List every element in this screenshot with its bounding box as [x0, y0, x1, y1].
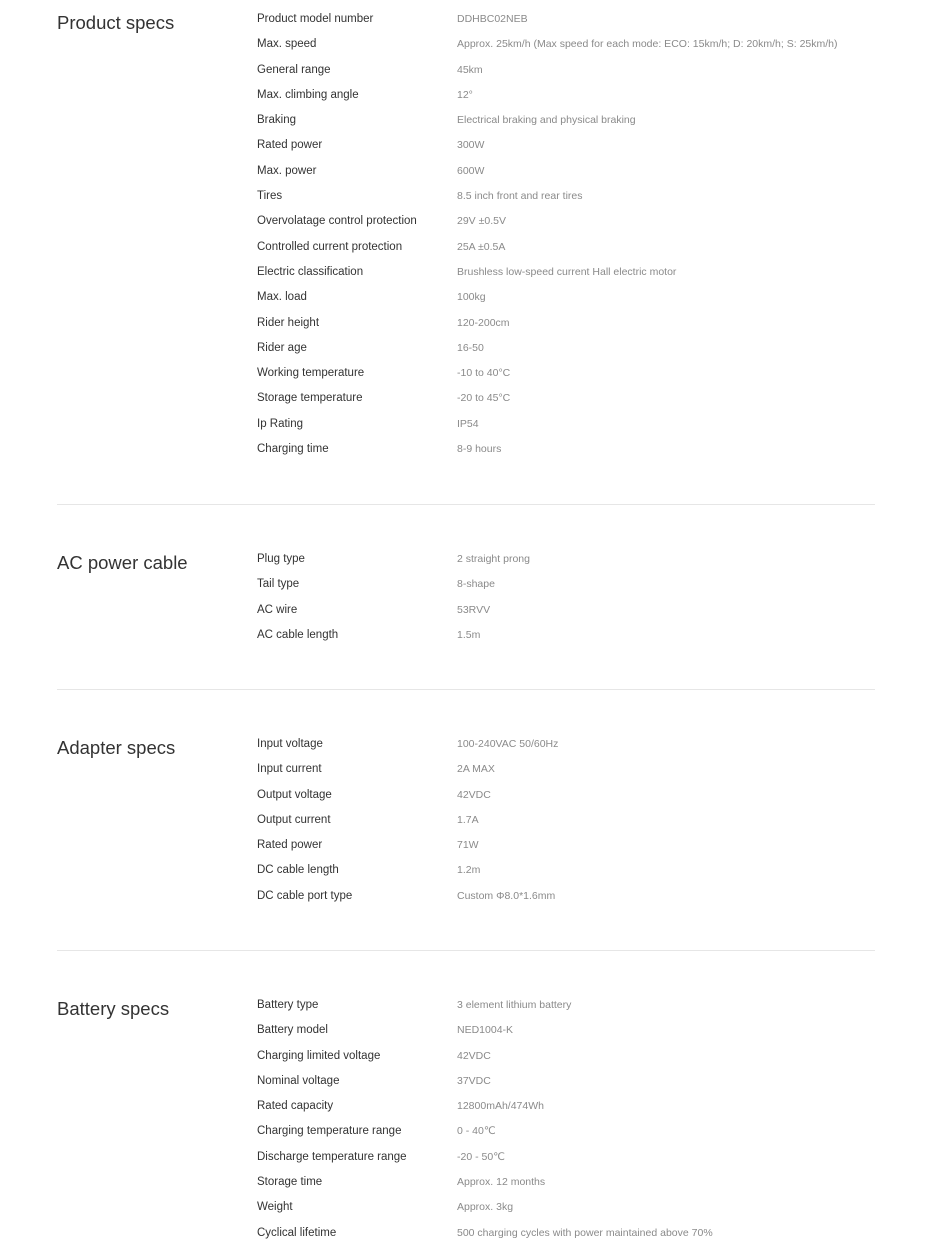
spec-row: [257, 190, 917, 215]
spec-value: 29V ±0.5V: [457, 215, 506, 228]
spec-row: [257, 1227, 917, 1252]
spec-row: [257, 367, 917, 392]
spec-label: Output voltage: [257, 788, 332, 801]
spec-label: Rated power: [257, 839, 323, 852]
spec-row: [257, 1075, 917, 1100]
spec-value: -20 to 45°C: [457, 392, 511, 405]
section-title: Product specs: [57, 12, 175, 33]
spec-label: Rider height: [257, 316, 320, 329]
spec-row: [257, 999, 917, 1024]
spec-label: Tail type: [257, 578, 300, 591]
spec-value: 300W: [457, 139, 485, 152]
spec-label: Tires: [257, 190, 283, 203]
spec-row: [257, 241, 917, 266]
spec-row: [257, 317, 917, 342]
spec-row: [257, 1050, 917, 1075]
spec-value: Approx. 3kg: [457, 1201, 514, 1214]
spec-label: Max. power: [257, 164, 317, 177]
spec-row: [257, 864, 917, 889]
spec-value: Brushless low-speed current Hall electric motor: [457, 265, 677, 278]
spec-value: 500 charging cycles with power maintained above 70%: [457, 1226, 713, 1239]
spec-list: [257, 738, 917, 915]
spec-value: 3 element lithium battery: [457, 999, 572, 1011]
spec-row: [257, 443, 917, 468]
spec-row: [257, 1125, 917, 1150]
spec-row: [257, 165, 917, 190]
spec-row: [257, 291, 917, 316]
spec-row: [257, 342, 917, 367]
spec-row: [257, 553, 917, 578]
spec-label: Rated capacity: [257, 1100, 334, 1113]
spec-label: Weight: [257, 1201, 293, 1214]
spec-value: 1.2m: [457, 864, 481, 877]
spec-label: Storage time: [257, 1176, 323, 1189]
spec-row: [257, 64, 917, 89]
spec-value: 16-50: [457, 341, 484, 354]
spec-label: Charging time: [257, 443, 329, 456]
spec-row: [257, 418, 917, 443]
spec-label: AC wire: [257, 603, 298, 616]
spec-row: [257, 38, 917, 63]
spec-label: Charging temperature range: [257, 1125, 402, 1138]
spec-label: Max. climbing angle: [257, 88, 359, 101]
spec-label: Braking: [257, 114, 296, 127]
spec-value: Approx. 25km/h (Max speed for each mode: ECO: 15km/h; D: 20km/h; S: 25km/h): [457, 38, 838, 51]
spec-value: 37VDC: [457, 1074, 491, 1087]
spec-row: [257, 839, 917, 864]
spec-label: Overvolatage control protection: [257, 215, 417, 228]
spec-value: 100kg: [457, 291, 486, 304]
spec-value: 8.5 inch front and rear tires: [457, 190, 583, 203]
spec-row: [257, 763, 917, 788]
spec-value: 2A MAX: [457, 763, 495, 776]
spec-value: 12°: [457, 88, 473, 101]
spec-label: Working temperature: [257, 367, 365, 380]
spec-label: Battery type: [257, 999, 319, 1011]
spec-value: 12800mAh/474Wh: [457, 1100, 544, 1113]
spec-value: 8-9 hours: [457, 443, 502, 456]
spec-value: IP54: [457, 417, 479, 430]
spec-label: Input voltage: [257, 738, 323, 750]
spec-row: [257, 1100, 917, 1125]
spec-value: -10 to 40°C: [457, 367, 511, 380]
spec-label: Discharge temperature range: [257, 1150, 407, 1163]
spec-row: [257, 114, 917, 139]
spec-row: [257, 1201, 917, 1226]
spec-row: [257, 738, 917, 763]
section-divider: [57, 950, 875, 951]
spec-value: 8-shape: [457, 578, 495, 591]
spec-label: Plug type: [257, 553, 305, 565]
spec-label: Controlled current protection: [257, 240, 403, 253]
spec-row: [257, 629, 917, 654]
spec-value: 25A ±0.5A: [457, 240, 506, 253]
spec-label: Max. speed: [257, 38, 317, 51]
spec-row: [257, 890, 917, 915]
spec-label: Charging limited voltage: [257, 1049, 381, 1062]
spec-label: Max. load: [257, 291, 307, 304]
spec-value: NED1004-K: [457, 1024, 514, 1037]
spec-label: DC cable port type: [257, 889, 353, 902]
spec-value: 2 straight prong: [457, 553, 530, 565]
spec-label: Battery model: [257, 1024, 328, 1037]
spec-row: [257, 1176, 917, 1201]
spec-value: 71W: [457, 839, 479, 852]
spec-label: Input current: [257, 763, 322, 776]
spec-row: [257, 789, 917, 814]
spec-list: [257, 553, 917, 654]
spec-row: [257, 266, 917, 291]
spec-row: [257, 89, 917, 114]
spec-label: Ip Rating: [257, 417, 304, 430]
spec-row: [257, 1024, 917, 1049]
section-divider: [57, 689, 875, 690]
spec-value: 100-240VAC 50/60Hz: [457, 738, 559, 750]
section-divider: [57, 504, 875, 505]
spec-row: [257, 604, 917, 629]
spec-value: Approx. 12 months: [457, 1176, 546, 1189]
spec-row: [257, 1151, 917, 1176]
section-title: AC power cable: [57, 552, 188, 573]
spec-value: 53RVV: [457, 603, 491, 616]
spec-list: [257, 13, 917, 468]
spec-row: [257, 139, 917, 164]
spec-row: [257, 578, 917, 603]
spec-label: DC cable length: [257, 864, 339, 877]
spec-value: 600W: [457, 164, 485, 177]
spec-label: Output current: [257, 813, 331, 826]
spec-value: 0 - 40℃: [457, 1125, 496, 1138]
spec-value: 42VDC: [457, 1049, 491, 1062]
spec-value: 45km: [457, 63, 483, 76]
section-title: Adapter specs: [57, 737, 176, 758]
section-title: Battery specs: [57, 998, 170, 1019]
spec-row: [257, 392, 917, 417]
spec-label: Rider age: [257, 341, 307, 354]
spec-value: Electrical braking and physical braking: [457, 114, 636, 127]
spec-label: Cyclical lifetime: [257, 1226, 337, 1239]
spec-value: 42VDC: [457, 788, 491, 801]
spec-label: AC cable length: [257, 628, 339, 641]
spec-label: General range: [257, 63, 331, 76]
spec-value: -20 - 50℃: [457, 1150, 505, 1163]
spec-row: [257, 215, 917, 240]
spec-row: [257, 814, 917, 839]
spec-value: 1.5m: [457, 628, 481, 641]
spec-label: Rated power: [257, 139, 323, 152]
spec-label: Product model number: [257, 13, 374, 25]
spec-value: 120-200cm: [457, 316, 510, 329]
spec-list: [257, 999, 917, 1252]
spec-value: 1.7A: [457, 813, 479, 826]
spec-value: DDHBC02NEB: [457, 13, 528, 25]
spec-label: Electric classification: [257, 265, 364, 278]
spec-value: Custom Φ8.0*1.6mm: [457, 889, 556, 902]
spec-row: [257, 13, 917, 38]
spec-label: Storage temperature: [257, 392, 363, 405]
spec-label: Nominal voltage: [257, 1074, 340, 1087]
